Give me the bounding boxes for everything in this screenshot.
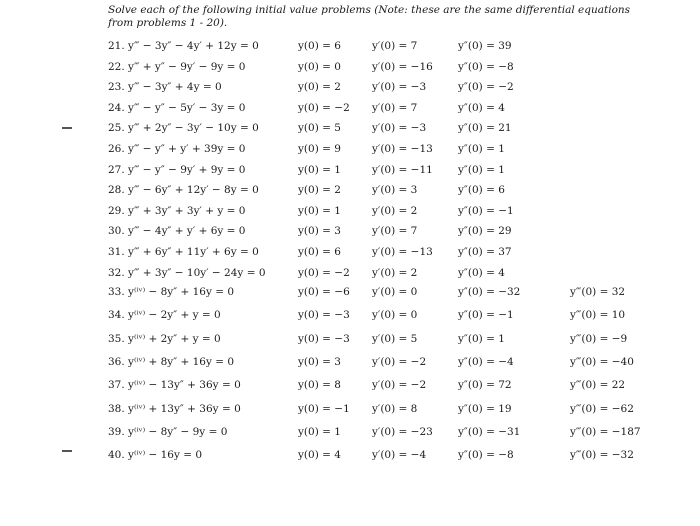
initial-condition-y3: y‴(0) = −40: [570, 356, 634, 368]
initial-condition-y1: y′(0) = 5: [372, 333, 418, 345]
problem-equation: 35. y⁽ⁱᵛ⁾ + 2y″ + y = 0: [108, 333, 221, 345]
initial-condition-y2: y″(0) = 39: [458, 40, 512, 52]
initial-condition-y2: y″(0) = −31: [458, 426, 521, 438]
initial-condition-y2: y″(0) = −32: [458, 286, 521, 298]
problem-row: [0, 354, 700, 374]
initial-condition-y0: y(0) = 9: [298, 143, 341, 155]
initial-condition-y3: y‴(0) = −9: [570, 333, 628, 345]
initial-condition-y3: y‴(0) = 10: [570, 309, 626, 321]
problem-row: [0, 401, 700, 421]
initial-condition-y0: y(0) = 2: [298, 81, 341, 93]
initial-condition-y2: y″(0) = 1: [458, 143, 505, 155]
initial-condition-y1: y′(0) = 8: [372, 403, 418, 415]
problem-equation: 37. y⁽ⁱᵛ⁾ − 13y″ + 36y = 0: [108, 379, 241, 391]
initial-condition-y1: y′(0) = −16: [372, 61, 433, 73]
problem-row: [0, 100, 700, 120]
initial-condition-y1: y′(0) = −2: [372, 356, 427, 368]
initial-condition-y2: y″(0) = 1: [458, 333, 505, 345]
initial-condition-y1: y′(0) = 0: [372, 286, 418, 298]
initial-condition-y0: y(0) = 6: [298, 246, 341, 258]
initial-condition-y1: y′(0) = −2: [372, 379, 427, 391]
problem-row: [0, 331, 700, 351]
initial-condition-y1: y′(0) = −11: [372, 164, 433, 176]
initial-condition-y2: y″(0) = 19: [458, 403, 512, 415]
problem-equation: 21. y‴ − 3y″ − 4y′ + 12y = 0: [108, 40, 259, 52]
initial-condition-y0: y(0) = 8: [298, 379, 341, 391]
problem-equation: 23. y‴ − 3y″ + 4y = 0: [108, 81, 222, 93]
problem-row: [0, 447, 700, 467]
initial-condition-y1: y′(0) = 3: [372, 184, 418, 196]
initial-condition-y0: y(0) = 1: [298, 426, 341, 438]
problem-row: [0, 265, 700, 285]
initial-condition-y3: y‴(0) = −32: [570, 449, 634, 461]
initial-condition-y2: y″(0) = −4: [458, 356, 514, 368]
initial-condition-y0: y(0) = 2: [298, 184, 341, 196]
initial-condition-y2: y″(0) = 37: [458, 246, 512, 258]
initial-condition-y2: y″(0) = 4: [458, 267, 505, 279]
initial-condition-y0: y(0) = 1: [298, 164, 341, 176]
problem-equation: 36. y⁽ⁱᵛ⁾ + 8y″ + 16y = 0: [108, 356, 235, 368]
problem-row: [0, 223, 700, 243]
problem-row: [0, 59, 700, 79]
initial-condition-y0: y(0) = 4: [298, 449, 341, 461]
initial-condition-y3: y‴(0) = −187: [570, 426, 641, 438]
problem-row: [0, 377, 700, 397]
problem-row: [0, 38, 700, 58]
initial-condition-y1: y′(0) = 7: [372, 225, 418, 237]
initial-condition-y0: y(0) = 1: [298, 205, 341, 217]
initial-condition-y0: y(0) = −2: [298, 102, 350, 114]
instructions-line-1: Solve each of the following initial value problems (Note: these are the same differential equations: [108, 4, 631, 16]
problem-row: [0, 307, 700, 327]
initial-condition-y0: y(0) = 3: [298, 225, 341, 237]
initial-condition-y0: y(0) = −3: [298, 309, 350, 321]
initial-condition-y0: y(0) = −1: [298, 403, 350, 415]
problem-equation: 38. y⁽ⁱᵛ⁾ + 13y″ + 36y = 0: [108, 403, 241, 415]
initial-condition-y0: y(0) = −6: [298, 286, 350, 298]
initial-condition-y1: y′(0) = 2: [372, 205, 418, 217]
initial-condition-y2: y″(0) = 6: [458, 184, 505, 196]
problem-row: [0, 424, 700, 444]
initial-condition-y1: y′(0) = −4: [372, 449, 427, 461]
problem-row: [0, 120, 700, 140]
initial-condition-y1: y′(0) = −3: [372, 81, 427, 93]
initial-condition-y1: y′(0) = −3: [372, 122, 427, 134]
initial-condition-y1: y′(0) = −13: [372, 143, 433, 155]
instructions-line-2: from problems 1 - 20).: [108, 17, 228, 29]
initial-condition-y2: y″(0) = 21: [458, 122, 512, 134]
initial-condition-y2: y″(0) = −1: [458, 205, 514, 217]
initial-condition-y3: y‴(0) = 22: [570, 379, 626, 391]
problem-row: [0, 244, 700, 264]
problem-equation: 26. y‴ − y″ + y′ + 39y = 0: [108, 143, 246, 155]
initial-condition-y2: y″(0) = 4: [458, 102, 505, 114]
problem-equation: 40. y⁽ⁱᵛ⁾ − 16y = 0: [108, 449, 203, 461]
problem-row: [0, 162, 700, 182]
problem-equation: 25. y‴ + 2y″ − 3y′ − 10y = 0: [108, 122, 259, 134]
problem-row: [0, 284, 700, 304]
problem-row: [0, 203, 700, 223]
problem-equation: 32. y‴ + 3y″ − 10y′ − 24y = 0: [108, 267, 266, 279]
initial-condition-y1: y′(0) = 2: [372, 267, 418, 279]
problem-equation: 24. y‴ − y″ − 5y′ − 3y = 0: [108, 102, 246, 114]
initial-condition-y0: y(0) = −2: [298, 267, 350, 279]
initial-condition-y2: y″(0) = −8: [458, 449, 514, 461]
initial-condition-y2: y″(0) = 72: [458, 379, 512, 391]
initial-condition-y2: y″(0) = −2: [458, 81, 514, 93]
problem-equation: 29. y‴ + 3y″ + 3y′ + y = 0: [108, 205, 246, 217]
problem-equation: 33. y⁽ⁱᵛ⁾ − 8y″ + 16y = 0: [108, 286, 235, 298]
problem-equation: 34. y⁽ⁱᵛ⁾ − 2y″ + y = 0: [108, 309, 221, 321]
initial-condition-y1: y′(0) = 7: [372, 40, 418, 52]
initial-condition-y1: y′(0) = −13: [372, 246, 433, 258]
problem-equation: 22. y‴ + y″ − 9y′ − 9y = 0: [108, 61, 246, 73]
initial-condition-y2: y″(0) = 1: [458, 164, 505, 176]
problem-equation: 30. y‴ − 4y″ + y′ + 6y = 0: [108, 225, 246, 237]
initial-condition-y1: y′(0) = −23: [372, 426, 433, 438]
initial-condition-y2: y″(0) = 29: [458, 225, 512, 237]
initial-condition-y2: y″(0) = −1: [458, 309, 514, 321]
initial-condition-y0: y(0) = 3: [298, 356, 341, 368]
problem-row: [0, 141, 700, 161]
problem-equation: 28. y‴ − 6y″ + 12y′ − 8y = 0: [108, 184, 259, 196]
problem-row: [0, 182, 700, 202]
initial-condition-y1: y′(0) = 0: [372, 309, 418, 321]
initial-condition-y0: y(0) = 0: [298, 61, 341, 73]
initial-condition-y3: y‴(0) = −62: [570, 403, 634, 415]
initial-condition-y0: y(0) = 5: [298, 122, 341, 134]
problem-equation: 31. y‴ + 6y″ + 11y′ + 6y = 0: [108, 246, 259, 258]
initial-condition-y1: y′(0) = 7: [372, 102, 418, 114]
initial-condition-y0: y(0) = 6: [298, 40, 341, 52]
problem-equation: 27. y‴ − y″ − 9y′ + 9y = 0: [108, 164, 246, 176]
initial-condition-y2: y″(0) = −8: [458, 61, 514, 73]
initial-condition-y3: y‴(0) = 32: [570, 286, 626, 298]
initial-condition-y0: y(0) = −3: [298, 333, 350, 345]
problem-row: [0, 79, 700, 99]
problem-equation: 39. y⁽ⁱᵛ⁾ − 8y″ − 9y = 0: [108, 426, 228, 438]
